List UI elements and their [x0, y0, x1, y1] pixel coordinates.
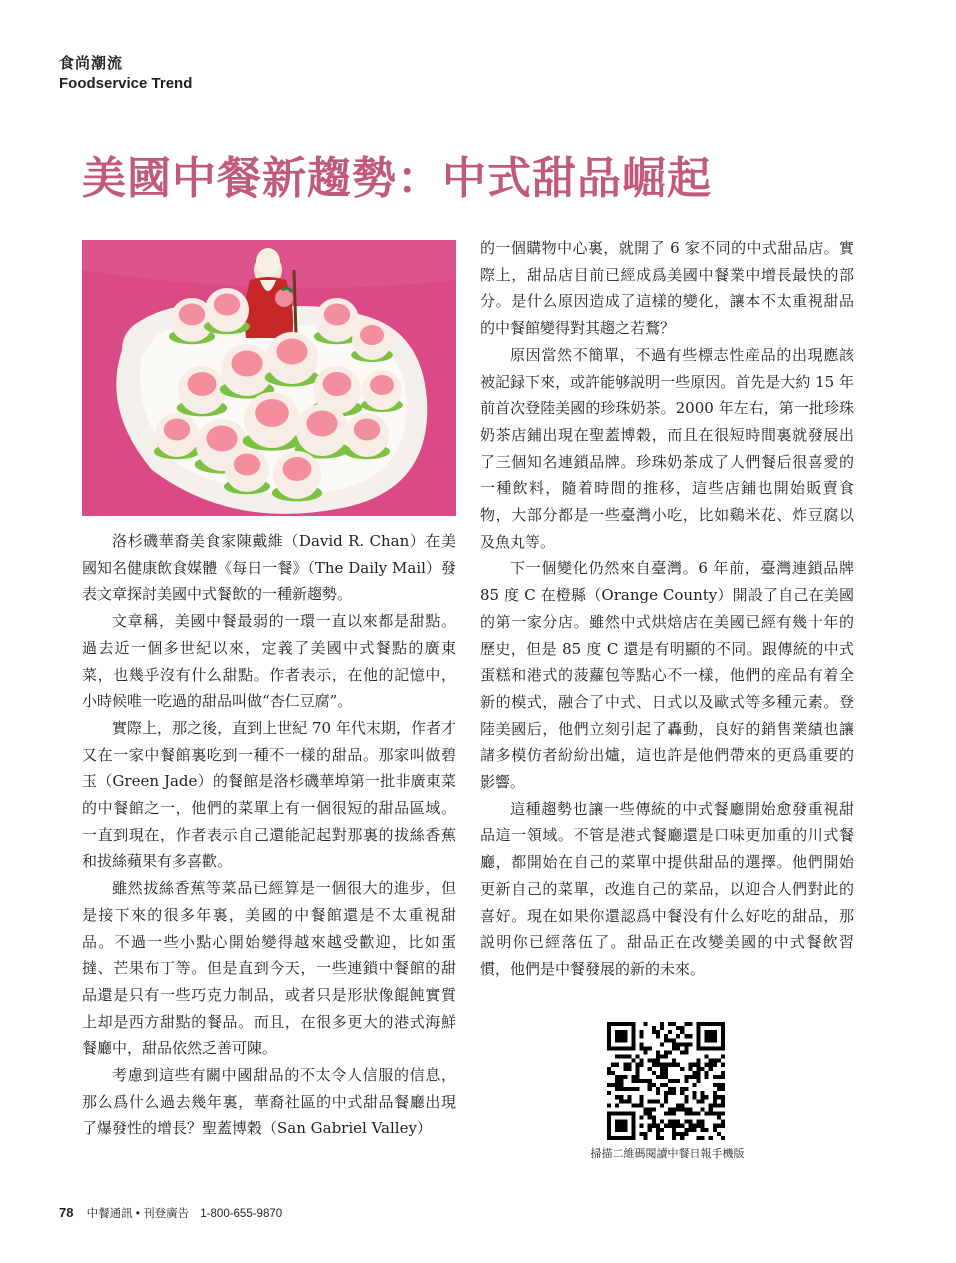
article-column-right: [480, 235, 854, 983]
section-label-chinese: 食尚潮流: [59, 54, 124, 72]
qr-code[interactable]: [607, 1022, 725, 1140]
article-column-left: [82, 528, 456, 1142]
paragraph: 實際上，那之後，直到上世紀 70 年代末期，作者才又在一家中餐館裏吃到一種不一樣的甜品。那家叫做碧玉（Green Jade）的餐館是洛杉磯華埠第一批非廣東菜的中餐館之一，他們的菜單上有一個很短的甜品區域。一直到現在，作者表示自己還能記起對那裏的拔絲香蕉和拔絲蘋果有多喜歡。: [82, 718, 456, 871]
paragraph: 文章稱，美國中餐最弱的一環一直以來都是甜點。過去近一個多世紀以來，定義了美國中式餐點的廣東菜，也幾乎沒有什么甜點。作者表示，在他的記憶中，小時候唯一吃過的甜品叫做“杏仁豆腐”。: [82, 612, 456, 711]
qr-caption: 掃描二維碼閱讀中餐日報手機版: [590, 1147, 745, 1160]
page-number: 78: [59, 1205, 74, 1220]
peach-buns-illustration: [82, 240, 456, 516]
paragraph: 下一個變化仍然來自臺灣。6 年前，臺灣連鎖品牌 85 度 C 在橙縣（Orange County）開設了自己在美國的第一家分店。雖然中式烘焙店在美國已經有幾十年的歷史，但是 85 度 C 還是有明顯的不同。跟傳統的中式蛋糕和港式的菠蘿包等點心不一樣，他們的産品有着全新的模式，融合了中式、日式以及歐式等多種元素。登陸美國后，他們立刻引起了轟動，良好的銷售業績也讓諸多模仿者紛紛出爐，這也許是他們帶來的更爲重要的影響。: [480, 559, 854, 792]
article-title: 美國中餐新趨勢：中式甜品崛起: [82, 153, 712, 204]
paragraph: 雖然拔絲香蕉等菜品已經算是一個很大的進步，但是接下來的很多年裏，美國的中餐館還是不太重視甜品。不過一些小點心開始變得越來越受歡迎，比如蛋撻、芒果布丁等。但是直到今天，一些連鎖中餐館的甜品還是只有一些巧克力制品，或者只是形狀像餛飩實質上却是西方甜點的餐品。而且，在很多更大的港式海鮮餐廳中，甜品依然乏善可陳。: [82, 879, 456, 1058]
section-label-english: Foodservice Trend: [59, 75, 193, 92]
advertising-phone: 1-800-655-9870: [200, 1208, 283, 1220]
page-footer: [59, 1205, 282, 1221]
publication-name: 中餐通訊 • 刊登廣告: [86, 1208, 190, 1220]
paragraph: 原因當然不簡單，不過有些標志性産品的出現應該被記録下來，或許能够説明一些原因。首先是大約 15 年前首次登陸美國的珍珠奶茶。2000 年左右，第一批珍珠奶茶店鋪出現在聖蓋博穀，而且在很短時間裏就發展出了三個知名連鎖品牌。珍珠奶茶成了人們餐后很喜愛的一種飲料，隨着時間的推移，這些店鋪也開始販賣食物，大部分都是一些臺灣小吃，比如鷄米花、炸豆腐以及魚丸等。: [480, 345, 854, 551]
paragraph: 洛杉磯華裔美食家陳戴維（David R. Chan）在美國知名健康飲食媒體《每日一餐》（The Daily Mail）發表文章探討美國中式餐飲的一種新趨勢。: [82, 532, 456, 604]
paragraph: 考慮到這些有關中國甜品的不太令人信服的信息，那么爲什么過去幾年裏，華裔社區的中式甜品餐廳出現了爆發性的增長？聖蓋博穀（San Gabriel Valley）: [82, 1066, 456, 1138]
paragraph: 這種趨勢也讓一些傳統的中式餐廳開始愈發重視甜品這一領域。不管是港式餐廳還是口味更加重的川式餐廳，都開始在自己的菜單中提供甜品的選擇。他們開始更新自己的菜單，改進自己的菜品，以迎合人們對此的喜好。現在如果你還認爲中餐没有什么好吃的甜品，那説明你已經落伍了。甜品正在改變美國的中式餐飲習慣，他們是中餐發展的新的未來。: [480, 799, 854, 978]
paragraph-continued: 的一個購物中心裏，就開了 6 家不同的中式甜品店。實際上，甜品店目前已經成爲美國中餐業中增長最快的部分。是什么原因造成了這樣的變化，讓本不太重視甜品的中餐館變得對其趨之若鶩？: [480, 239, 854, 338]
dessert-photo: [82, 240, 456, 516]
